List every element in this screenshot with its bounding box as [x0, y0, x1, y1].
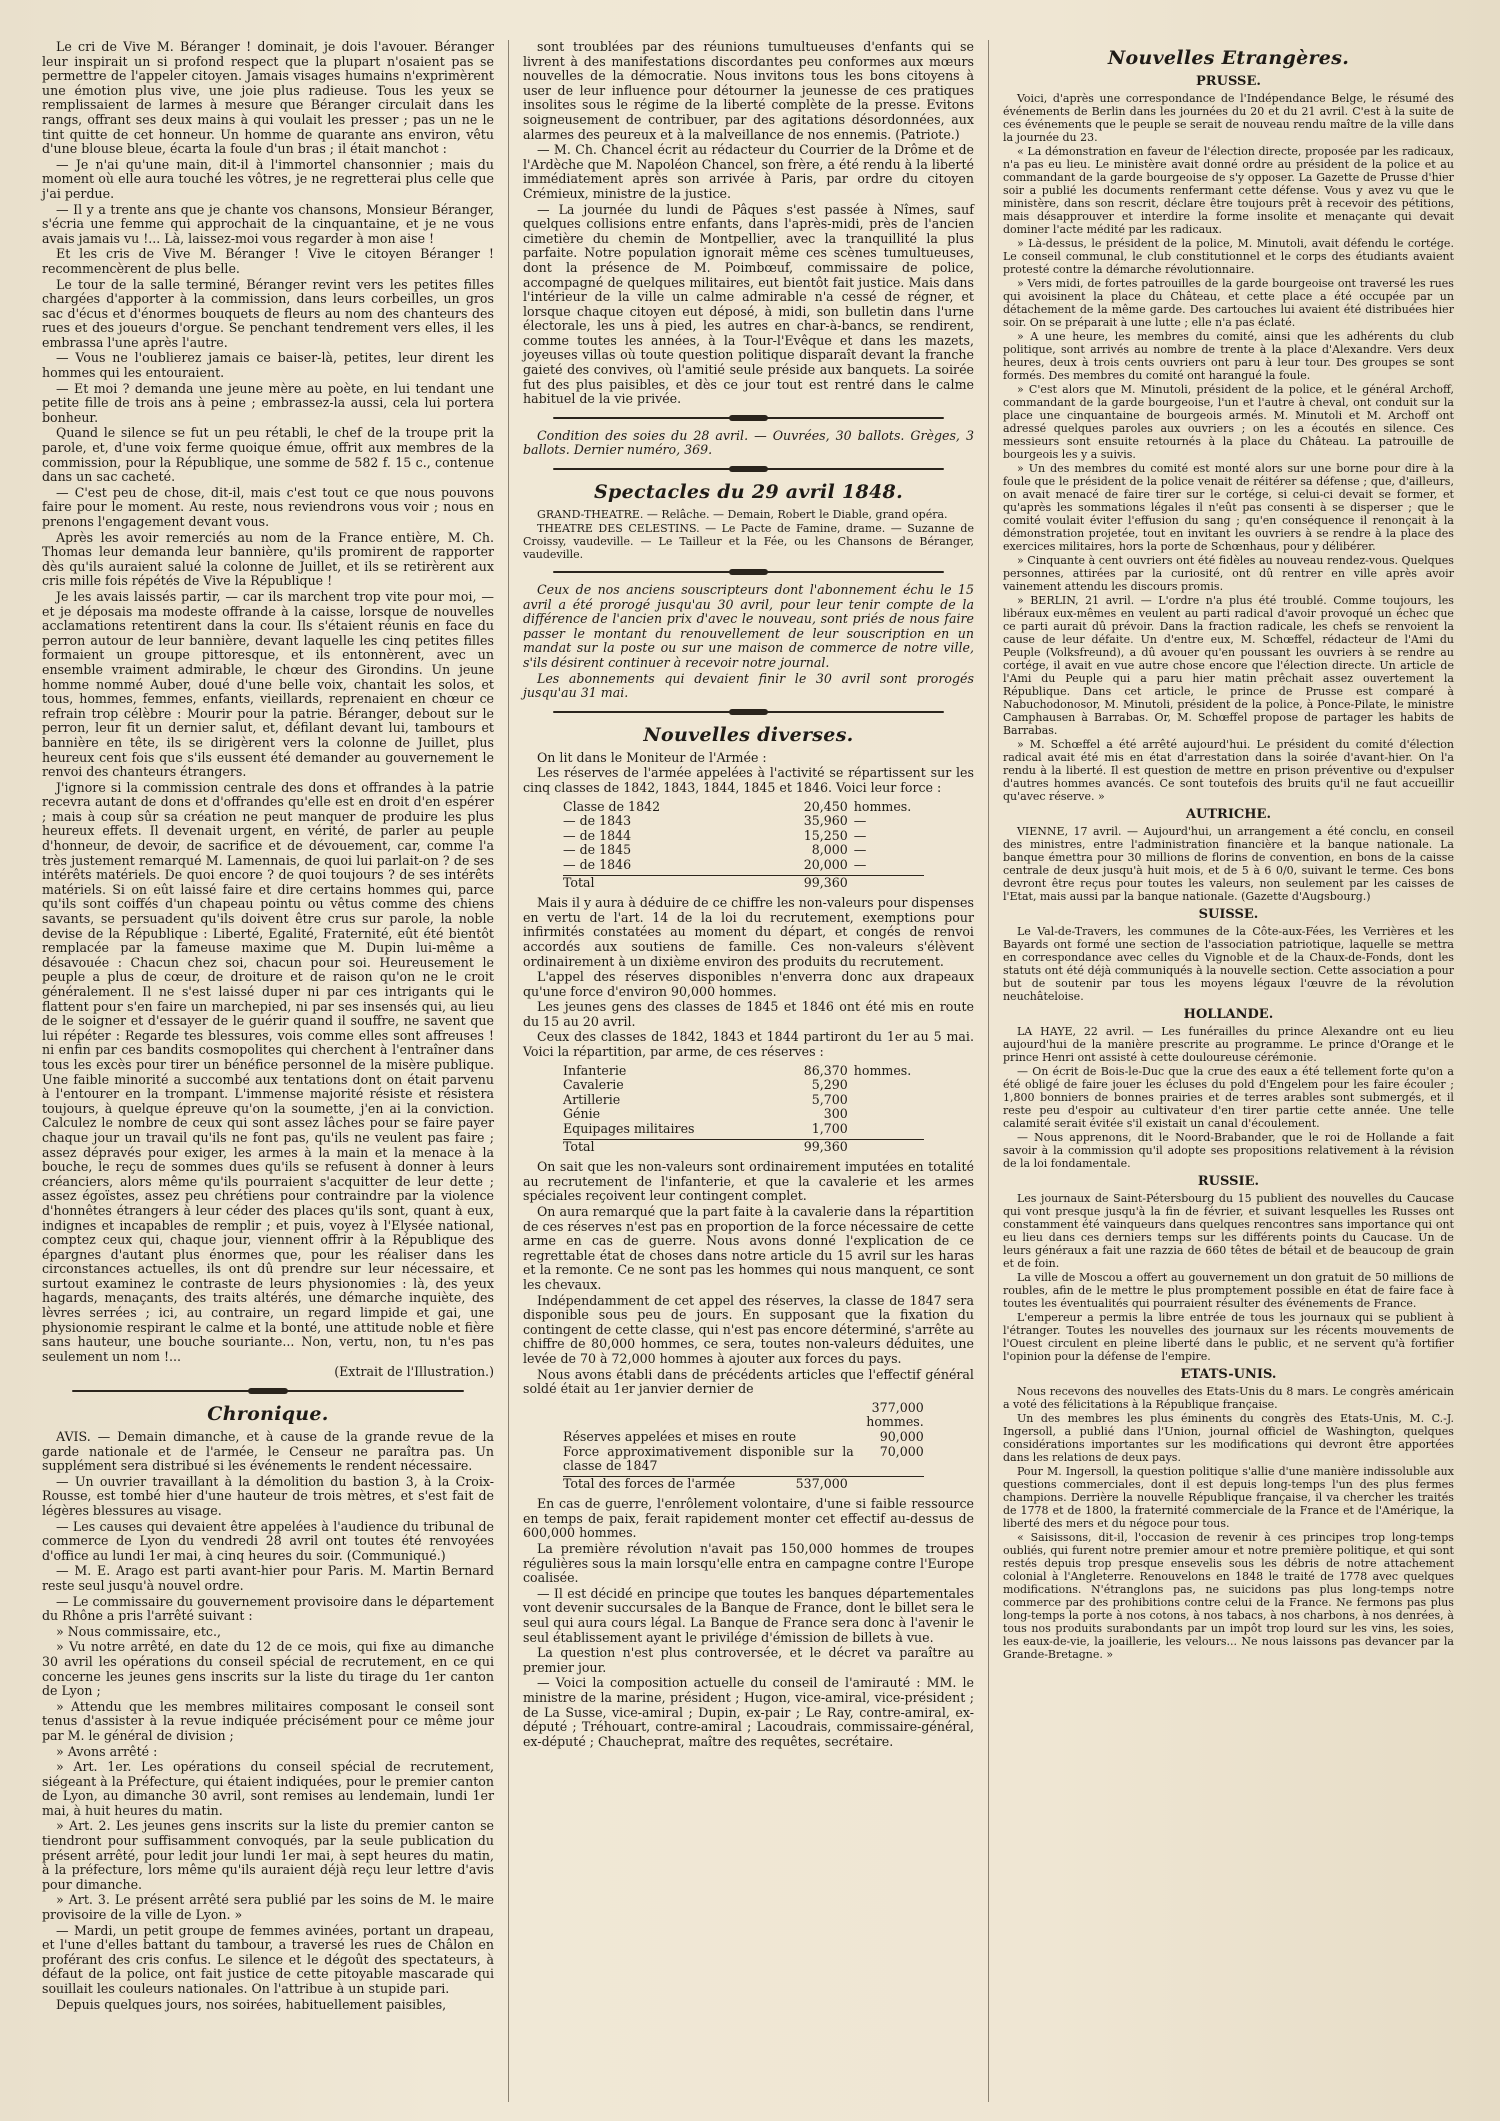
row-value: 377,000 hommes.: [866, 1399, 924, 1430]
row-label: — de 1843: [562, 813, 632, 829]
table-total-row: [563, 1139, 924, 1155]
table-row: [563, 814, 924, 829]
row-value: 20,450: [803, 798, 848, 814]
row-unit: —: [853, 842, 867, 858]
total-value: 99,360: [803, 874, 848, 890]
table-row: [563, 1122, 924, 1137]
paragraph: — Je n'ai qu'une main, dit-il à l'immortel chansonnier ; mais du moment où elle aura touché les vôtres, je ne regretterai plus celle que j'ai perdue.: [42, 156, 494, 201]
table-row: [563, 843, 924, 858]
row-unit: hommes.: [853, 798, 912, 814]
silk-condition: Condition des soies du 28 avril. — Ouvrées, 30 ballots. Grèges, 3 ballots. Dernier numéro, 369.: [522, 427, 974, 458]
paragraph: Indépendamment de cet appel des réserves, la classe de 1847 sera disponible sous peu de jours. En supposant que la fixation du contingent de cette classe, qui n'est pas encore déterminé, s'arrête au chiffre de 80,000 hommes, ce sera, toutes non-valeurs déduites, une levée de 70 à 72,000 hommes à ajouter aux forces du pays.: [522, 1292, 974, 1366]
table-total-row: [563, 875, 924, 891]
paragraph: — La journée du lundi de Pâques s'est passée à Nîmes, sauf quelques collisions entre enfants, dans l'après-midi, près de l'ancien cimetière du chemin de Montpellier, avec la tranquillité la plus parfaite. Notre population ignorait même ces scènes tumultueuses, dont la présence de M. Poimbœuf, commissaire de police, accompagné de quelques militaires, eut bientôt fait justice. Mais dans l'intérieur de la ville un calme admirable n'a cessé de régner, et lorsque chaque citoyen eut déposé, à midi, son bulletin dans l'urne électorale, les uns à pied, les autres en char-à-bancs, se rendirent, comme toutes les années, à la Tour-l'Evêque et dans les mazets, joyeuses villas où toute question politique disparaît devant la franche gaieté des convives, où l'amitié seule préside aux banquets. La soirée fut des plus paisibles, et dès ce jour tout est rentré dans le calme habituel de la vie privée.: [522, 201, 974, 407]
paragraph: — Nous apprenons, dit le Noord-Brabander, que le roi de Hollande a fait savoir à la commission qu'il adopte ses propositions relativement à la révision de la loi fondamentale.: [1002, 1131, 1454, 1170]
columns: [28, 40, 1468, 2102]
country-heading-suisse: SUISSE.: [1198, 907, 1259, 922]
row-label: Force approximativement disponible sur la classe de 1847: [562, 1443, 854, 1474]
paragraph: LA HAYE, 22 avril. — Les funérailles du prince Alexandre ont eu lieu aujourd'hui de la manière prescrite au programme. Le prince d'Orange et le prince Henri ont assisté à cette douloureuse cérémonie.: [1002, 1025, 1454, 1064]
row-label: Réserves appelées et mises en route: [562, 1428, 797, 1444]
figures-table: [563, 1401, 924, 1492]
row-value: 8,000: [811, 842, 848, 858]
paragraph: Les journaux de Saint-Pétersbourg du 15 publient des nouvelles du Caucase qui vont presque jusqu'à la fin de février, et suivant lesquelles les Russes ont constamment été vainqueurs dans quelques rencontres sans importance qui ont eu lieu dans ces derniers temps sur les différents points du Caucase. Un de leurs généraux a fait une razzia de 660 têtes de bétail et de beaucoup de grain et de foin.: [1002, 1192, 1454, 1270]
section-divider: [553, 415, 944, 421]
country-heading-russie: RUSSIE.: [1197, 1174, 1260, 1189]
section-divider: [553, 466, 944, 472]
table-row: [563, 1078, 924, 1093]
column-1: [28, 40, 508, 2102]
row-label: — de 1845: [562, 842, 632, 858]
paragraph: — Un ouvrier travaillant à la démolition du bastion 3, à la Croix-Rousse, est tombé hier d'une hauteur de trois mètres, et s'est fait de légères blessures au visage.: [42, 1473, 494, 1518]
paragraph: Nous avons établi dans de précédents articles que l'effectif général soldé était au 1er janvier dernier de: [522, 1366, 974, 1397]
row-value: 20,000: [803, 856, 848, 872]
paragraph: » Art. 3. Le présent arrêté sera publié par les soins de M. le maire provisoire de la ville de Lyon. »: [42, 1892, 494, 1923]
paragraph: VIENNE, 17 avril. — Aujourd'hui, un arrangement a été conclu, en conseil des ministres, entre l'administration financière et la banque nationale. La banque émettra pour 30 millions de florins de convention, en bons de la caisse centrale de deux jusqu'à huit mois, et de 5 à 6 0/0, suivant le terme. Ces bons devront être reçus pour toutes les valeurs, non seulement par les caisses de l'Etat, mais aussi par la banque nationale. (Gazette d'Augsbourg.): [1002, 825, 1454, 903]
row-label: Infanterie: [562, 1062, 627, 1078]
figures-table: [563, 800, 924, 891]
row-label: Artillerie: [562, 1091, 621, 1107]
paragraph: — M. Ch. Chancel écrit au rédacteur du Courrier de la Drôme et de l'Ardèche que M. Napoléon Chancel, son frère, a été rendu à la liberté immédiatement après son arrivée à Paris, par ordre du citoyen Crémieux, ministre de la justice.: [522, 142, 974, 201]
total-unit: [848, 1477, 924, 1492]
paragraph: J'ignore si la commission centrale des dons et offrandes à la patrie recevra autant de dons et d'offrandes qu'elle est en droit d'en espérer ; mais à coup sûr sa création ne peut manquer de produire les plus heureux effets. Il devenait urgent, en vérité, de parler au peuple d'honneur, de devoir, de sacrifice et de dévouement, car, comme l'a très justement remarqué M. Lamennais, de quoi lui parlait-on ? de ses intérêts matériels. De quoi encore ? de quoi toujours ? de ses intérêts matériels. Si on eût laissé faire et dire certains hommes qui, parce qu'ils sont coiffés d'un chapeau pointu ou vêtus comme des chiens savants, se persuadent qu'ils doivent être crus sur parole, la noble devise de la République : Liberté, Egalité, Fraternité, eût été bientôt remplacée par la fameuse maxime que M. Dupin lui-même a désavouée : Chacun chez soi, chacun pour soi. Heureusement le peuple a plus de cœur, de droiture et de raison qu'on ne le croit généralement. Il ne s'est laissé duper ni par ces intrigants qui le flattent pour s'en faire un marchepied, ni par ses insensés qui, au lieu de le soigner et d'essayer de le guérir quand il souffre, ne savent que lui répéter : Regarde tes blessures, vois comme elles sont affreuses ! ni enfin par ces bandits cosmopolites qui cherchent à l'entraîner dans tous les excès pour tirer un bénéfice personnel de la misère publique. Une faible minorité a succombé aux tentations dont on était parvenu à l'entourer en la trompant. L'immense majorité résiste et résistera toujours, à quelque épreuve qu'on la soumette, j'en ai la conviction. Calculez le nombre de ceux qui sont assez lâches pour se faire payer chaque jour un travail qu'ils ne font pas, qu'ils ne veulent pas faire ; assez dépravés pour exiger, les armes à la main et la menace à la bouche, le reçu de sommes dues qu'ils se refusent à donner à leurs créanciers, alors même qu'ils pourraient s'acquitter de leur dette ; assez égoïstes, assez peu chrétiens pour contraindre par la violence d'honnêtes étrangers à leur céder des places qu'ils sont, quant à eux, indignes et incapables de remplir ; et puis, voyez à l'Elysée national, comptez ceux qui, chaque jour, viennent offrir à la République des épargnes d'autant plus énormes que, pour les réaliser dans les circonstances actuelles, ils ont dû prendre sur leur nécessaire, et surtout examinez le contraste de leurs physionomies : là, des yeux hagards, menaçants, des traits altérés, une démarche inquiète, des lèvres serrées ; ici, au contraire, un regard limpide et gai, une physionomie respirant le calme et la bonté, une attitude noble et fière sans hauteur, une bouche souriante... Non, vertu, non, tu n'es pas seulement un nom !...: [42, 779, 494, 1364]
row-label: [563, 1401, 854, 1430]
paragraph: Après les avoir remerciés au nom de la France entière, M. Ch. Thomas leur demanda leur bannière, qu'ils promirent de rapporter dès qu'ils auraient salué la colonne de Juillet, et ils se retirèrent aux cris mille fois répétés de Vive la République !: [42, 529, 494, 589]
paragraph: L'empereur a permis la libre entrée de tous les journaux qui se publient à l'étranger. Toutes les nouvelles des journaux sur les récents mouvements de l'Ouest circulent en pleine liberté dans le public, et ne servent qu'à fortifier l'opinion pour la défense de l'empire.: [1002, 1311, 1454, 1363]
row-unit: [848, 1122, 924, 1137]
table-row: [563, 1401, 924, 1430]
row-unit: —: [853, 856, 867, 872]
paragraph: — Mardi, un petit groupe de femmes avinées, portant un drapeau, et l'une d'elles battant du tambour, a traversé les rues de Châlon en proférant des cris confus. Le silence et le dégoût des spectateurs, à défaut de la police, ont fait justice de cette pitoyable mascarade qui souillait les couleurs nationales. On l'attribue à un stupide pari.: [42, 1922, 494, 1996]
paragraph: « La démonstration en faveur de l'élection directe, proposée par les radicaux, n'a pas eu lieu. Le ministère avait donné ordre au président de la police et au commandant de la garde bourgeoise de s'y opposer. La Gazette de Prusse d'hier soir a publié les documents renfermant cette défense. Vous y avez vu que le ministère, dans son rescrit, déclare être toujours prêt à recevoir des pétitions, mais désapprouver et interdire la forme insolite et menaçante qui devait dominer l'acte médité par les radicaux.: [1002, 145, 1454, 236]
figures-table: [563, 1064, 924, 1155]
table-row: [563, 829, 924, 844]
paragraph: » Art. 2. Les jeunes gens inscrits sur la liste du premier canton se tiendront pour suffisamment convoqués, par la seule publication du présent arrêté, pour ledit jour lundi 1er mai, à sept heures du matin, à la préfecture, lors même qu'ils auraient déjà reçu leur lettre d'avis pour dimanche.: [42, 1818, 494, 1892]
row-value: 5,290: [811, 1077, 848, 1093]
row-label: — de 1846: [562, 856, 632, 872]
section-title-spectacles: Spectacles du 29 avril 1848.: [593, 481, 903, 504]
section-title-diverses: Nouvelles diverses.: [643, 723, 854, 746]
paragraph: La ville de Moscou a offert au gouvernement un don gratuit de 50 millions de roubles, afin de le mettre le plus promptement possible en état de faire face à toutes les éventualités qui pourraient résulter des événements de France.: [1002, 1271, 1454, 1310]
row-label: — de 1844: [562, 827, 632, 843]
paragraph: « Saisissons, dit-il, l'occasion de revenir à ces principes trop long-temps oubliés, qui furent notre premier amour et notre première politique, et qui sont restés depuis trop presque ensevelis sous les débris de notre attachement colonial à l'Angleterre. Renouvelons en 1848 le traité de 1778 avec quelques modifications. N'étranglons pas, ne suicidons pas plus long-temps notre commerce par des prohibitions contre celui de la France. Ne fermons pas plus long-temps la porte à nos cotons, à nos tabacs, à nos charbons, à nos denrées, à tous nos produits surabondants par un impôt trop lourd sur les vins, les soies, les eaux-de-vie, la joaillerie, les velours... Ne nous laissons pas devancer par la Grande-Bretagne. »: [1002, 1531, 1454, 1661]
total-value: 537,000: [795, 1475, 848, 1491]
row-value: 70,000: [879, 1443, 924, 1459]
paragraph: La question n'est plus controversée, et le décret va paraître au premier jour.: [522, 1645, 974, 1675]
row-unit: [848, 1078, 924, 1093]
table-row: [563, 800, 924, 815]
paragraph: — M. E. Arago est parti avant-hier pour Paris. M. Martin Bernard reste seul jusqu'à nouvel ordre.: [42, 1563, 494, 1593]
paragraph: Pour M. Ingersoll, la question politique s'allie d'une manière indissoluble aux questions commerciales, dont il est depuis long-temps l'un des plus fermes champions. Derrière la nouvelle République française, il va chercher les traités de 1778 et de 1800, la fraternité commerciale de la France et de l'Amérique, la liberté des mers et du négoce pour tous.: [1002, 1465, 1454, 1530]
paragraph: On lit dans le Moniteur de l'Armée :: [536, 749, 767, 765]
row-unit: [848, 1093, 924, 1108]
paragraph: On aura remarqué que la part faite à la cavalerie dans la répartition de ces réserves n'est pas en proportion de la force nécessaire de cette arme en cas de guerre. Nous avons donné l'explication de ce regrettable état de choses dans notre article du 15 avril sur les haras et la remonte. Ce ne sont pas les hommes qui nous manquent, ce sont les chevaux.: [522, 1204, 974, 1292]
paragraph: Les jeunes gens des classes de 1845 et 1846 ont été mis en route du 15 au 20 avril.: [522, 999, 974, 1029]
paragraph: — Le commissaire du gouvernement provisoire dans le département du Rhône a pris l'arrêté suivant :: [42, 1593, 494, 1624]
section-divider: [553, 569, 944, 575]
country-heading-autriche: AUTRICHE.: [1185, 807, 1271, 822]
total-label: Total des forces de l'armée: [562, 1475, 736, 1491]
source-credit: (Extrait de l'Illustration.): [334, 1364, 494, 1380]
paragraph: Les réserves de l'armée appelées à l'activité se répartissent sur les cinq classes de 1842, 1843, 1844, 1845 et 1846. Voici leur force :: [522, 765, 974, 795]
section-title-etrangeres: Nouvelles Etrangères.: [1107, 47, 1350, 69]
total-value: 99,360: [803, 1138, 848, 1154]
paragraph: » Art. 1er. Les opérations du conseil spécial de recrutement, siégeant à la Préfecture, qui étaient indiquées, pour le premier canton de Lyon, au dimanche 30 avril, sont remises au lendemain, lundi 1er mai, à huit heures du matin.: [42, 1759, 494, 1818]
paragraph: L'appel des réserves disponibles n'enverra donc aux drapeaux qu'une force d'environ 90,000 hommes.: [522, 969, 974, 999]
total-unit: [848, 1140, 924, 1155]
total-label: Total: [562, 874, 595, 890]
row-value: 15,250: [803, 827, 848, 843]
paragraph: En cas de guerre, l'enrôlement volontaire, d'une si faible ressource en temps de paix, ferait rapidement monter cet effectif au-dessus de 600,000 hommes.: [522, 1496, 974, 1541]
row-label: Classe de 1842: [562, 798, 661, 814]
section-title-chronique: Chronique.: [207, 1403, 329, 1426]
paragraph: » Cinquante à cent ouvriers ont été fidèles au nouveau rendez-vous. Quelques personnes, attirées par la curiosité, ont dû rentrer en ville après avoir vainement attendu les discours promis.: [1002, 554, 1454, 593]
row-unit: hommes.: [853, 1062, 912, 1078]
paragraph: GRAND-THEATRE. — Relâche. — Demain, Robert le Diable, grand opéra.: [536, 508, 948, 522]
paragraph: Et les cris de Vive M. Béranger ! Vive le citoyen Béranger ! recommencèrent de plus belle.: [42, 246, 494, 276]
row-value: 1,700: [811, 1121, 848, 1137]
paragraph: » A une heure, les membres du comité, ainsi que les adhérents du club politique, sont arrivés au nombre de trente à la place d'Alexandre. Vers deux heures, deux à trois cents ouvriers ont paru à leur tour. Des groupes se sont formés. Des membres du comité ont harangué la foule.: [1002, 330, 1454, 382]
paragraph: Le tour de la salle terminé, Béranger revint vers les petites filles chargées d'apporter à la commission, dans leurs corbeilles, un gros sac d'écus et d'énormes bouquets de fleurs au nom des chanteurs des rues et des joueurs d'orgue. Se penchant tendrement vers elles, il les embrassa l'une après l'autre.: [42, 276, 494, 350]
paragraph: » Là-dessus, le président de la police, M. Minutoli, avait défendu le cortége. Le conseil communal, le club constitutionnel et le corps des étudiants avaient protesté contre la démarche révolutionnaire.: [1002, 237, 1454, 276]
paragraph: Ceux des classes de 1842, 1843 et 1844 partiront du 1er au 5 mai. Voici la répartition, par arme, de ces réserves :: [522, 1029, 974, 1060]
row-label: Equipages militaires: [562, 1121, 695, 1137]
table-row: [563, 1107, 924, 1122]
paragraph: » M. Schœffel a été arrêté aujourd'hui. Le président du comité d'élection radical avait été mis en état d'arrestation dans la soirée d'avant-hier. On l'a rendu à la liberté. Il est question de mettre en prison préventive ou d'expulser d'autres hommes avancés. Ce sont toutefois des bruits qu'il ne faut accueillir qu'avec réserve. »: [1002, 738, 1454, 803]
paragraph: — Voici la composition actuelle du conseil de l'amirauté : MM. le ministre de la marine, président ; Hugon, vice-amiral, vice-président ; de La Susse, vice-amiral ; Dupin, ex-pair ; Le Ray, contre-amiral, ex-député ; Tréhouart, contre-amiral ; Lacoudrais, commissaire-général, ex-député ; Chaucheprat, maître des requêtes, secrétaire.: [522, 1675, 974, 1749]
table-row: [563, 1445, 924, 1474]
section-divider: [72, 1388, 464, 1394]
paragraph: Quand le silence se fut un peu rétabli, le chef de la troupe prit la parole, et, d'une voix ferme quoique émue, offrit aux membres de la commission, pour la République, une somme de 582 f. 15 c., contenue dans un sac cacheté.: [42, 425, 494, 485]
paragraph: — C'est peu de chose, dit-il, mais c'est tout ce que nous pouvons faire pour le moment. Au reste, nous reviendrons vous voir ; nous en prenons l'engagement devant vous.: [42, 484, 494, 529]
total-label: Total: [562, 1138, 595, 1154]
paragraph: Le cri de Vive M. Béranger ! dominait, je dois l'avouer. Béranger leur inspirait un si profond respect que la plupart n'osaient pas se permettre de l'appeler citoyen. Jamais visages humains n'exprimèrent une émotion plus vive, une joie plus radieuse. Tous les yeux se remplissaient de larmes à mesure que Béranger circulait dans les rangs, offrant ses deux mains à qui voulait les presser ; pas un ne le tint quitte de cet honneur. Un homme de quarante ans environ, vêtu d'une blouse bleue, écarta la foule d'un bras ; il était manchot :: [42, 40, 494, 157]
paragraph: » Attendu que les membres militaires composant le conseil sont tenus d'assister à la revue indiquée précisément pour ce même jour par M. le général de division ;: [42, 1698, 494, 1743]
paragraph: » Vers midi, de fortes patrouilles de la garde bourgeoise ont traversé les rues qui avoisinent la place du Château, et cette place a été occupée par un détachement de la même garde. Des cartouches lui avaient été distribuées hier soir. On se préparait à une lutte ; elle n'a pas éclaté.: [1002, 277, 1454, 329]
section-divider: [553, 709, 944, 715]
table-row: [563, 1064, 924, 1079]
column-3: [988, 40, 1468, 2102]
paragraph: Le Val-de-Travers, les communes de la Côte-aux-Fées, les Verrières et les Bayards ont formé une section de l'association patriotique, laquelle se mettra en correspondance avec celles du Vignoble et de la Chaux-de-Fonds, dont les statuts ont été déjà communiqués à la nouvelle section. Cette association a pour but de soutenir par tous les moyens légaux l'œuvre de la révolution neuchâteloise.: [1002, 925, 1454, 1003]
paragraph: Voici, d'après une correspondance de l'Indépendance Belge, le résumé des événements de Berlin dans les journées du 20 et du 21 avril. C'est à la suite de ces événements que le peuple se serait de nouveau rendu maître de la ville dans la journée du 23.: [1002, 92, 1454, 144]
row-label: Génie: [562, 1106, 601, 1122]
country-heading-usa: ETATS-UNIS.: [1180, 1367, 1277, 1382]
paragraph: » BERLIN, 21 avril. — L'ordre n'a plus été troublé. Comme toujours, les libéraux eux-mêmes en veulent au parti radical d'avoir provoqué un échec que ce parti aurait dû prévoir. Dans la fraction radicale, les chefs se renvoient la cause de leur défaite. Un d'entre eux, M. Schœffel, rédacteur de l'Ami du Peuple (Volksfreund), a dû avouer qu'en poussant les ouvriers à se rendre au cortége, il avait en vue autre chose encore que l'élection directe. Un article de l'Ami du Peuple qui a paru hier matin prêchait assez ouvertement la République. Dans cet article, le prince de Prusse est comparé à Nabuchodonosor, M. Minutoli, président de la police, à Ponce-Pilate, le ministre Camphausen à Barrabas. Or, M. Schœffel propose de partager les habits de Barrabas.: [1002, 594, 1454, 737]
paragraph: » Un des membres du comité est monté alors sur une borne pour dire à la foule que le président de la police venait de réitérer sa défense ; que, d'ailleurs, on avait menacé de faire tirer sur le cortége, si celui-ci devait se former, et qu'après les sommations légales il n'eût pas consenti à se disperser ; que le comité voulait éviter l'effusion du sang ; qu'en conséquence il renonçait à la démonstration projetée, tout en invitant les ouvriers à se rendre à la place des exercices militaires, hors la porte de Schœnhaus, pour y délibérer.: [1002, 462, 1454, 553]
paragraph: On sait que les non-valeurs sont ordinairement imputées en totalité au recrutement de l'infanterie, et que la cavalerie et les armes spéciales reçoivent leur contingent complet.: [522, 1159, 974, 1204]
row-value: 300: [823, 1106, 848, 1122]
row-value: 90,000: [879, 1428, 924, 1444]
paragraph: — Vous ne l'oublierez jamais ce baiser-là, petites, leur dirent les hommes qui les entouraient.: [42, 350, 494, 381]
paragraph: Je les avais laissés partir, — car ils marchent trop vite pour moi, — et je déposais ma modeste offrande à la caisse, lorsque de nouvelles acclamations retentirent dans la cour. Ils s'étaient réunis en face du perron autour de leur bannière, devant laquelle les cinq petites filles formaient un groupe pittoresque, et ils entonnèrent, avec un ensemble vraiment admirable, le chœur des Girondins. Un jeune homme nommé Auber, doué d'une belle voix, chantait les solos, et tous, hommes, femmes, enfants, vieillards, reprenaient en chœur ce refrain trop célèbre : Mourir pour la patrie. Béranger, debout sur le perron, leur fit un dernier salut, et, défilant devant lui, tambours et bannière en tête, ils se dirigèrent vers la colonne de Juillet, plus heureux cent fois que s'ils eussent été demander au gouvernement le renvoi des chanteurs étrangers.: [42, 588, 494, 780]
table-row: [563, 858, 924, 873]
paragraph: — Et moi ? demanda une jeune mère au poète, en lui tendant une petite fille de trois ans à peine ; embrassez-la aussi, cela lui portera bonheur.: [42, 380, 494, 425]
paragraph: — Les causes qui devaient être appelées à l'audience du tribunal de commerce de Lyon du vendredi 28 avril ont toutes été renvoyées d'office au lundi 1er mai, à cinq heures du soir. (Communiqué.): [42, 1518, 494, 1563]
paragraph: THEATRE DES CELESTINS. — Le Pacte de Famine, drame. — Suzanne de Croissy, vaudeville. — Le Tailleur et la Fée, ou les Chansons de Béranger, vaudeville.: [522, 522, 974, 562]
row-unit: —: [853, 827, 867, 843]
total-unit: [848, 876, 924, 891]
row-unit: —: [853, 813, 867, 829]
paragraph: » C'est alors que M. Minutoli, président de la police, et le général Archoff, commandant de la garde bourgeoise, l'un et l'autre à cheval, ont conduit sur la place une cinquantaine de bourgeois armés. M. Minutoli et M. Archoff ont adressé quelques paroles aux ouvriers ; on les a écoutés en silence. Ces messieurs sont ensuite retournés à la place du Château. La patrouille de bourgeois les y a suivis.: [1002, 383, 1454, 461]
paragraph: » Avons arrêté :: [56, 1743, 158, 1759]
paragraph: sont troublées par des réunions tumultueuses d'enfants qui se livrent à des manifestations discordantes peu conformes aux mœurs nouvelles de la démocratie. Nous invitons tous les bons citoyens à user de leur influence pour détourner la jeunesse de ces pratiques insolites sous le régime de la liberté complète de la presse. Evitons soigneusement de contribuer, par des agitations désordonnées, aux alarmes des peureux et à la malveillance de nos ennemis. (Patriote.): [522, 40, 974, 142]
paragraph: — Il y a trente ans que je chante vos chansons, Monsieur Béranger, s'écria une femme qui approchait de la cinquantaine, et je ne vous avais jamais vu !... Là, laissez-moi vous regarder à mon aise !: [42, 201, 494, 246]
table-row: [563, 1430, 924, 1445]
paragraph: La première révolution n'avait pas 150,000 hommes de troupes régulières sous la main lorsqu'elle entra en campagne contre l'Europe coalisée.: [522, 1541, 974, 1586]
paragraph: — Il est décidé en principe que toutes les banques départementales vont devenir succursales de la Banque de France, dont le billet sera le seul qui aura cours légal. La Banque de France sera donc à l'avenir le seul établissement ayant le privilége d'émission de billets à vue.: [522, 1585, 974, 1645]
paragraph: Un des membres les plus éminents du congrès des Etats-Unis, M. C.-J. Ingersoll, a publié dans l'Union, journal officiel de Washington, quelques considérations importantes sur les modifications qui devront être apportées dans les relations de deux pays.: [1002, 1412, 1454, 1464]
country-heading-hollande: HOLLANDE.: [1183, 1007, 1274, 1022]
paragraph: Depuis quelques jours, nos soirées, habituellement paisibles,: [56, 1996, 447, 2012]
row-value: 35,960: [803, 813, 848, 829]
table-total-row: [563, 1476, 924, 1492]
paragraph: Les abonnements qui devaient finir le 30 avril sont prorogés jusqu'au 31 mai.: [522, 670, 974, 701]
row-unit: [848, 1107, 924, 1122]
paragraph: » Nous commissaire, etc.,: [56, 1623, 221, 1639]
row-label: Cavalerie: [562, 1077, 624, 1093]
country-heading-prusse: PRUSSE.: [1196, 74, 1261, 89]
row-value: 5,700: [811, 1091, 848, 1107]
paragraph: AVIS. — Demain dimanche, et à cause de la grande revue de la garde nationale et de l'armée, le Censeur ne paraîtra pas. Un supplément sera distribué si les événements le rendent nécessaire.: [42, 1429, 494, 1474]
row-value: 86,370: [803, 1062, 848, 1078]
paragraph: » Vu notre arrêté, en date du 12 de ce mois, qui fixe au dimanche 30 avril les opérations du conseil spécial de recrutement, en ce qui concerne les jeunes gens inscrits sur la liste du tirage du 1er canton de Lyon ;: [42, 1639, 494, 1699]
paragraph: Mais il y aura à déduire de ce chiffre les non-valeurs pour dispenses en vertu de l'art. 14 de la loi du recrutement, exemptions pour infirmités constatées au moment du départ, et congés de renvoi accordés aux soutiens de famille. Ces non-valeurs s'élèvent ordinairement à un dixième environ des produits du recrutement.: [522, 895, 974, 969]
paragraph: Ceux de nos anciens souscripteurs dont l'abonnement échu le 15 avril a été prorogé jusqu'au 30 avril, pour leur tenir compte de la différence de l'ancien prix d'avec le nouveau, sont priés de nous faire passer le montant du renouvellement de leur souscription en un mandat sur la poste ou sur une maison de commerce de notre ville, s'ils désirent continuer à recevoir notre journal.: [522, 582, 974, 670]
table-row: [563, 1093, 924, 1108]
column-2: [508, 40, 988, 2102]
paragraph: — On écrit de Bois-le-Duc que la crue des eaux a été tellement forte qu'on a été obligé de faire jouer les écluses du pold d'Engelem pour les faire écouler ; 1,800 bonniers de bonnes prairies et de terres arables sont submergés, et il reste peu d'espoir au cultivateur d'en tirer partie cette année. Une telle calamité serait évitée s'il existait un canal d'écoulement.: [1002, 1065, 1454, 1130]
paragraph: Nous recevons des nouvelles des Etats-Unis du 8 mars. Le congrès américain a voté des félicitations à la République française.: [1002, 1385, 1454, 1411]
